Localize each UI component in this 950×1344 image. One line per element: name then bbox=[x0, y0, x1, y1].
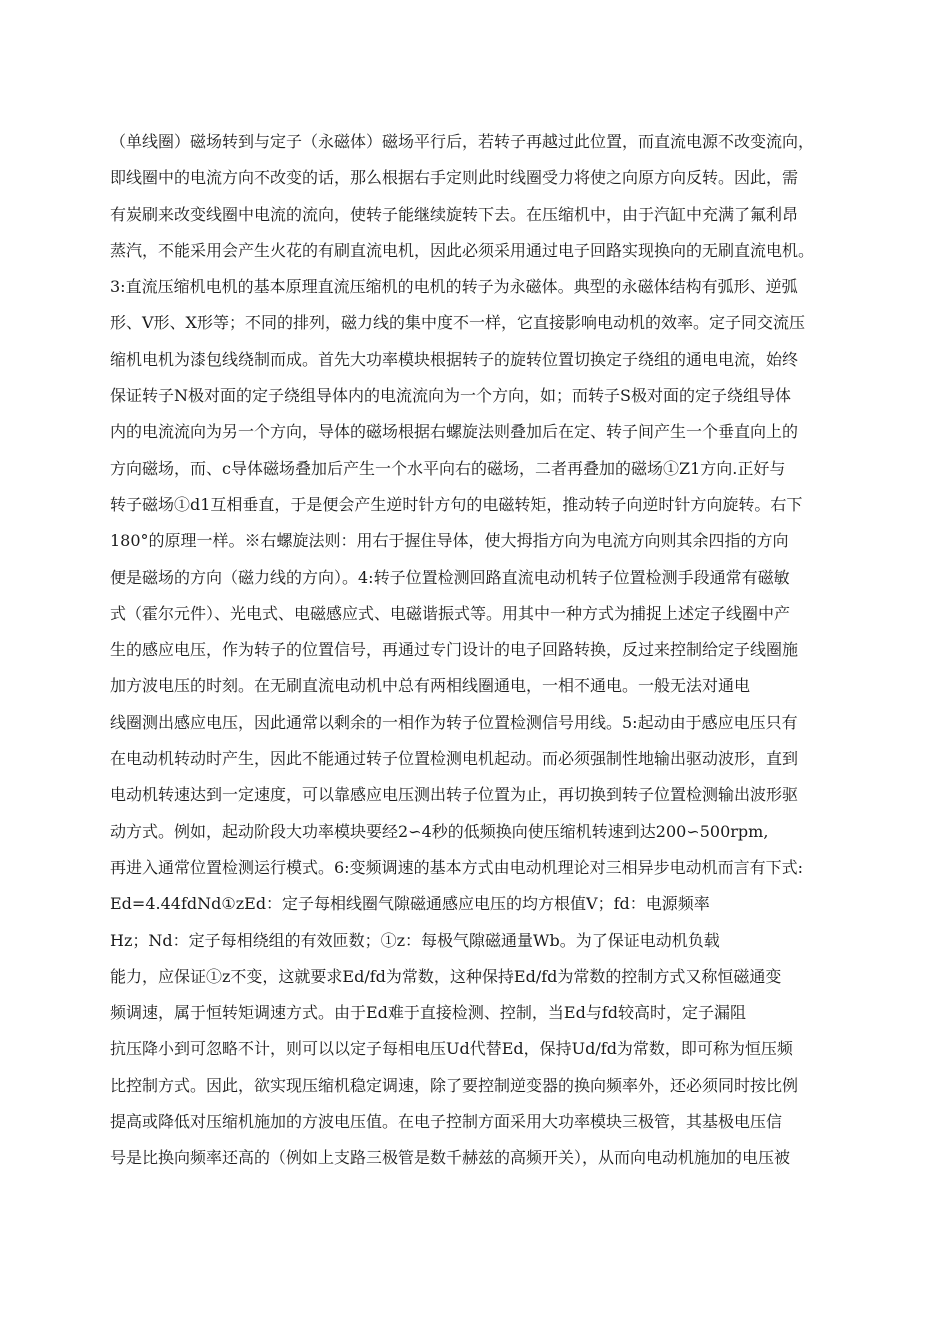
text-line: 号是比换向频率还高的（例如上支路三极管是数千赫兹的高频开关），从而向电动机施加的电压被 bbox=[110, 1148, 791, 1168]
text-line: 提高或降低对压缩机施加的方波电压值。在电子控制方面采用大功率模块三极管，其基极电压信 bbox=[110, 1112, 783, 1132]
text-line: 生的感应电压，作为转子的位置信号，再通过专门设计的电子回路转换，反过来控制给定子线圈施 bbox=[110, 640, 799, 660]
text-line: 在电动机转动时产生，因此不能通过转子位置检测电机起动。而必须强制性地输出驱动波形，直到 bbox=[110, 749, 799, 769]
text-line: 形、V形、X形等；不同的排列，磁力线的集中度不一样，它直接影响电动机的效率。定子同交流压 bbox=[110, 313, 805, 333]
text-line: 比控制方式。因此，欲实现压缩机稳定调速，除了要控制逆变器的换向频率外，还必须同时按比例 bbox=[110, 1075, 799, 1095]
text-line: 方向磁场，而、c导体磁场叠加后产生一个水平向右的磁场，二者再叠加的磁场①Z1方向.正好与 bbox=[110, 458, 786, 478]
text-line: 加方波电压的时刻。在无刷直流电动机中总有两相线圈通电，一相不通电。一般无法对通电 bbox=[110, 676, 751, 696]
text-line: 能力，应保证①z不变，这就要求Ed/fd为常数，这种保持Ed/fd为常数的控制方式又称恒磁通变 bbox=[110, 966, 782, 986]
text-line: 便是磁场的方向（磁力线的方向）。4:转子位置检测回路直流电动机转子位置检测手段通常有磁敏 bbox=[110, 567, 790, 587]
text-line: 180°的原理一样。※右螺旋法则：用右于握住导体，使大拇指方向为电流方向则其余四指的方向 bbox=[110, 531, 789, 551]
text-line: 即线圈中的电流方向不改变的话，那么根据右手定则此时线圈受力将使之向原方向反转。因此，需 bbox=[110, 168, 799, 188]
text-line: （单线圈）磁场转到与定子（永磁体）磁场平行后，若转子再越过此位置，而直流电源不改变流向， bbox=[110, 132, 815, 151]
text-line: 保证转子N极对面的定子绕组导体内的电流流向为一个方向，如；而转子S极对面的定子绕组导体 bbox=[110, 386, 791, 406]
text-line: 再进入通常位置检测运行模式。6:变频调速的基本方式由电动机理论对三相异步电动机而言有下式: bbox=[110, 857, 803, 877]
body-text bbox=[110, 124, 860, 1177]
text-line: 抗压降小到可忽略不计，则可以以定子每相电压Ud代替Ed，保持Ud/fd为常数，即可称为恒压频 bbox=[110, 1039, 793, 1059]
text-line: 3:直流压缩机电机的基本原理直流压缩机的电机的转子为永磁体。典型的永磁体结构有弧形、逆弧 bbox=[110, 277, 798, 297]
text-line: 蒸汽，不能采用会产生火花的有刷直流电机，因此必须采用通过电子回路实现换向的无刷直流电机。 bbox=[110, 240, 815, 260]
text-line: Hz；Nd：定子每相绕组的有效匝数；①z：每极气隙磁通量Wb。为了保证电动机负载 bbox=[110, 930, 720, 950]
text-line: 动方式。例如，起动阶段大功率模块要经2∽4秒的低频换向使压缩机转速到达200∽500rpm, bbox=[110, 821, 769, 841]
text-line: 频调速，属于恒转矩调速方式。由于Ed难于直接检测、控制，当Ed与fd较高时，定子漏阻 bbox=[110, 1003, 747, 1023]
text-line: 缩机电机为漆包线绕制而成。首先大功率模块根据转子的旋转位置切换定子绕组的通电电流，始终 bbox=[110, 349, 799, 369]
text-line: 式（霍尔元件）、光电式、电磁感应式、电磁谐振式等。用其中一种方式为捕捉上述定子线圈中产 bbox=[110, 603, 791, 623]
text-line: 电动机转速达到一定速度，可以靠感应电压测出转子位置为止，再切换到转子位置检测输出波形驱 bbox=[110, 785, 799, 805]
text-line: Ed=4.44fdNd①zEd：定子每相线圈气隙磁通感应电压的均方根值V；fd：电源频率 bbox=[110, 894, 710, 914]
text-line: 内的电流流向为另一个方向，导体的磁场根据右螺旋法则叠加后在定、转子间产生一个垂直向上的 bbox=[110, 422, 799, 442]
text-line: 有炭刷来改变线圈中电流的流向，使转子能继续旋转下去。在压缩机中，由于汽缸中充满了氟利昂 bbox=[110, 204, 799, 224]
text-line: 线圈测出感应电压，因此通常以剩余的一相作为转子位置检测信号用线。5:起动由于感应电压只有 bbox=[110, 712, 798, 732]
text-line: 转子磁场①d1互相垂直，于是便会产生逆时针方句的电磁转矩，推动转子向逆时针方向旋转。右下 bbox=[110, 494, 803, 514]
